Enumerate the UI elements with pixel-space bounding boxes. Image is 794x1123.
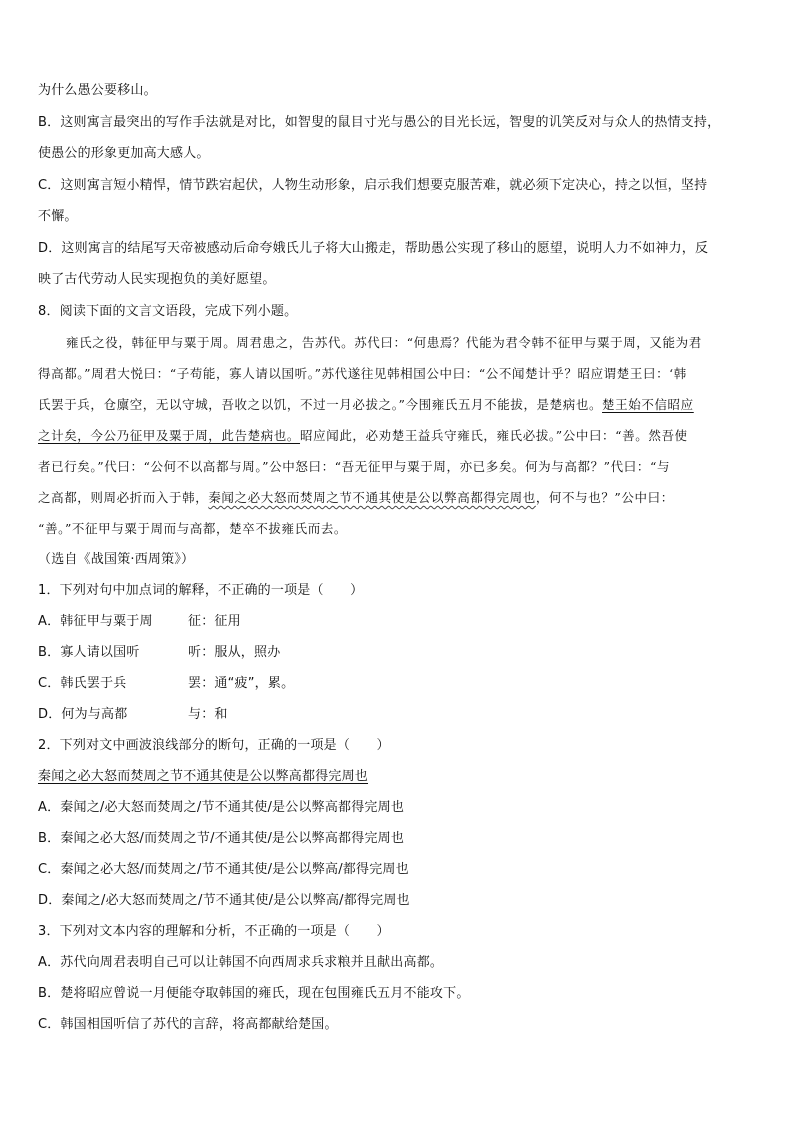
q1-option-b <box>38 644 758 662</box>
q1-option-c-phrase: C．韩氏罢于兵 <box>38 676 127 691</box>
passage-line-6-text-c: ，何不与也？”公中曰： <box>535 490 674 505</box>
passage-line-6-text-a: 之高都，则周必折而入于韩， <box>38 490 209 505</box>
q8-heading: 8．阅读下面的文言文语段，完成下列小题。 <box>38 304 298 319</box>
q1-option-b-phrase: B．寡人请以国听 <box>38 645 140 660</box>
passage-line-4-text: 昭应闻此，必劝楚王益兵守雍氏，雍氏必拔。”公中曰：“善。然吾使 <box>300 428 688 443</box>
passage-line-3 <box>38 396 758 414</box>
q2-sentence: 秦闻之必大怒而焚周之节不通其使是公以弊高都得完周也 <box>38 769 369 784</box>
q2-option-a: A．秦闻之/必大怒而焚周之/节不通其使/是公以弊高都得完周也 <box>38 800 405 815</box>
passage-line-3-text: 氏罢于兵，仓廪空，无以守城，吾收之以饥，不过一月必拔之。”今围雍氏五月不能拔，是楚病也。 <box>38 397 603 412</box>
q1-stem: 1．下列对句中加点词的解释，不正确的一项是（ ） <box>38 583 364 598</box>
q7-option-d-line2: 映了古代劳动人民实现抱负的美好愿望。 <box>38 272 276 287</box>
q1-option-a-gloss: 征：征用 <box>188 614 241 629</box>
q1-option-a-phrase: A．韩征甲与粟于周 <box>38 614 153 629</box>
underlined-sentence-part-2: 之计矣，今公乃征甲及粟于周，此告楚病也。 <box>38 428 301 443</box>
passage-source: （选自《战国策·西周策》） <box>38 552 195 567</box>
q1-option-d <box>38 706 758 724</box>
passage-line-6 <box>38 489 758 507</box>
q2-stem: 2．下列对文中画波浪线部分的断句，正确的一项是（ ） <box>38 738 390 753</box>
q1-option-a <box>38 613 758 631</box>
q7-option-c-line1: C．这则寓言短小精悍，情节跌宕起伏，人物生动形象，启示我们想要克服苦难，就必须下定决心，持之以恒，坚持 <box>38 178 708 193</box>
passage-line-7: “善。”不征甲与粟于周而与高都，楚卒不拔雍氏而去。 <box>38 521 348 536</box>
q1-option-b-gloss: 听：服从，照办 <box>188 645 281 660</box>
underlined-sentence-part-1: 楚王始不信昭应 <box>602 397 694 412</box>
q2-option-d: D．秦闻之/必大怒而焚周之/节不通其使/是公以弊高/都得完周也 <box>38 893 410 908</box>
wavy-underlined-sentence: 秦闻之必大怒而焚周之节不通其使是公以弊高都得完周也 <box>208 490 536 505</box>
q7-option-c-line2: 不懈。 <box>38 209 78 224</box>
q3-option-a: A．苏代向周君表明自己可以让韩国不向西周求兵求粮并且献出高都。 <box>38 955 444 970</box>
q1-option-d-gloss: 与：和 <box>188 707 228 722</box>
passage-line-2: 得高都。”周君大悦曰：“子苟能，寡人请以国听。”苏代遂往见韩相国公中曰：“公不闻楚计乎？昭应谓楚王曰：‘韩 <box>38 366 687 381</box>
passage-line-5: 者已行矣。”代曰：“公何不以高都与周。”公中怒曰：“吾无征甲与粟于周，亦已多矣。何为与高都？”代曰：“与 <box>38 459 671 474</box>
q3-option-c: C．韩国相国听信了苏代的言辞，将高都献给楚国。 <box>38 1017 338 1032</box>
q1-option-d-phrase: D．何为与高都 <box>38 707 128 722</box>
passage-line-1: 雍氏之役，韩征甲与粟于周。周君患之，告苏代。苏代曰：“何患焉？代能为君令韩不征甲与粟于周，又能为君 <box>66 335 702 350</box>
q1-option-c <box>38 675 758 693</box>
q7-option-d-line1: D．这则寓言的结尾写天帝被感动后命夸娥氏儿子将大山搬走，帮助愚公实现了移山的愿望，说明人力不如神力，反 <box>38 241 709 256</box>
q3-stem: 3．下列对文本内容的理解和分析，不正确的一项是（ ） <box>38 924 390 939</box>
q7-option-b-line1: B．这则寓言最突出的写作手法就是对比，如智叟的鼠目寸光与愚公的目光长远，智叟的讥笑反对与众人的热情支持， <box>38 115 721 130</box>
q1-option-c-gloss: 罢：通“疲”，累。 <box>188 676 295 691</box>
passage-tail-line: 为什么愚公要移山。 <box>38 83 157 98</box>
q7-option-b-line2: 使愚公的形象更加高大感人。 <box>38 146 210 161</box>
q2-option-b: B．秦闻之必大怒/而焚周之节/不通其使/是公以弊高都得完周也 <box>38 831 405 846</box>
q3-option-b: B．楚将昭应曾说一月便能夺取韩国的雍氏，现在包围雍氏五月不能攻下。 <box>38 986 470 1001</box>
q2-option-c: C．秦闻之必大怒/而焚周之/节不通其使/是公以弊高/都得完周也 <box>38 862 409 877</box>
passage-line-4 <box>38 427 758 445</box>
